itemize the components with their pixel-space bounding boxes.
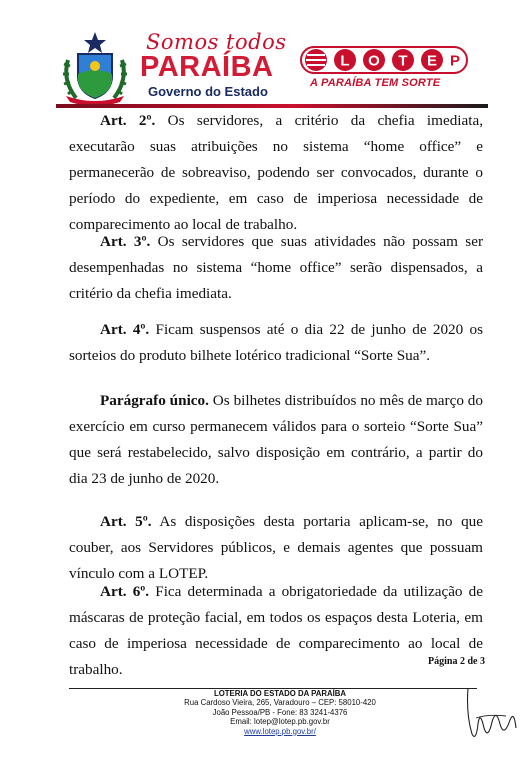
letterhead: [0, 0, 531, 106]
svg-text:P: P: [449, 52, 461, 70]
footer-address: Rua Cardoso Vieira, 265, Varadouro – CEP: 58010-420: [184, 698, 376, 708]
article-text: Os servidores que suas atividades não possam ser desempenhadas no sistema “home office” serão dispensados, a critério da chefia imediata.: [69, 233, 484, 302]
article-label: Parágrafo único.: [100, 392, 209, 409]
footer-contact: [160, 689, 400, 736]
svg-text:T: T: [398, 52, 408, 70]
article-2: [69, 108, 483, 238]
governo-do-estado-label: Governo do Estado: [148, 84, 268, 99]
slogan-somos-todos: Somos todos: [146, 30, 287, 54]
paragrafo-unico: [69, 388, 483, 492]
article-text: As disposições desta portaria aplicam-se, no que couber, aos Servidores públicos, e demais agentes que possuam vínculo com a LOTEP.: [69, 513, 484, 582]
article-label: Art. 2º.: [100, 112, 156, 129]
svg-text:E: E: [426, 52, 438, 70]
article-text: Ficam suspensos até o dia 22 de junho de 2020 os sorteios do produto bilhete lotérico tradicional “Sorte Sua”.: [69, 321, 483, 364]
article-label: Art. 6º.: [100, 583, 150, 600]
footer-email: Email: lotep@lotep.pb.gov.br: [230, 717, 330, 727]
article-label: Art. 4º.: [100, 321, 150, 338]
paraiba-coat-of-arms-icon: [58, 30, 132, 104]
article-3: [69, 229, 483, 307]
article-4: [69, 317, 483, 369]
state-name-paraiba: PARAÍBA: [140, 51, 274, 83]
article-5: [69, 509, 483, 587]
article-text: Fica determinada a obrigatoriedade da utilização de máscaras de proteção facial, em todos os espaços desta Loteria, em caso de imperiosa necessidade de comparecimento ao local de trabalho.: [69, 583, 483, 678]
footer-city-phone: João Pessoa/PB - Fone: 83 3241-4376: [212, 707, 348, 717]
page-number: Página 2 de 3: [428, 656, 485, 667]
handwritten-signature: [458, 684, 520, 746]
lotep-logo: [300, 46, 468, 74]
article-6: [69, 579, 483, 683]
svg-text:O: O: [368, 52, 380, 70]
article-text: Os bilhetes distribuídos no mês de março do exercício em curso permanecem válidos para o sorteio “Sorte Sua” que será restabelecido, salvo disposição em contrário, a partir do dia 23 de junho de 2020.: [69, 392, 483, 487]
svg-text:L: L: [340, 52, 350, 70]
footer-title: LOTERIA DO ESTADO DA PARAÍBA: [213, 689, 347, 698]
article-label: Art. 3º.: [100, 233, 151, 250]
footer-website-link[interactable]: www.lotep.pb.gov.br/: [244, 726, 316, 736]
article-text: Os servidores, a critério da chefia imediata, executarão suas atribuições no sistema “home office” e permanecerão de sobreaviso, podendo ser convocados, durante o período do expediente, em caso de imperiosa necessidade de comparecimento ao local de trabalho.: [69, 112, 484, 233]
article-label: Art. 5º.: [100, 513, 152, 530]
lotep-tagline: A PARAÍBA TEM SORTE: [310, 77, 441, 89]
